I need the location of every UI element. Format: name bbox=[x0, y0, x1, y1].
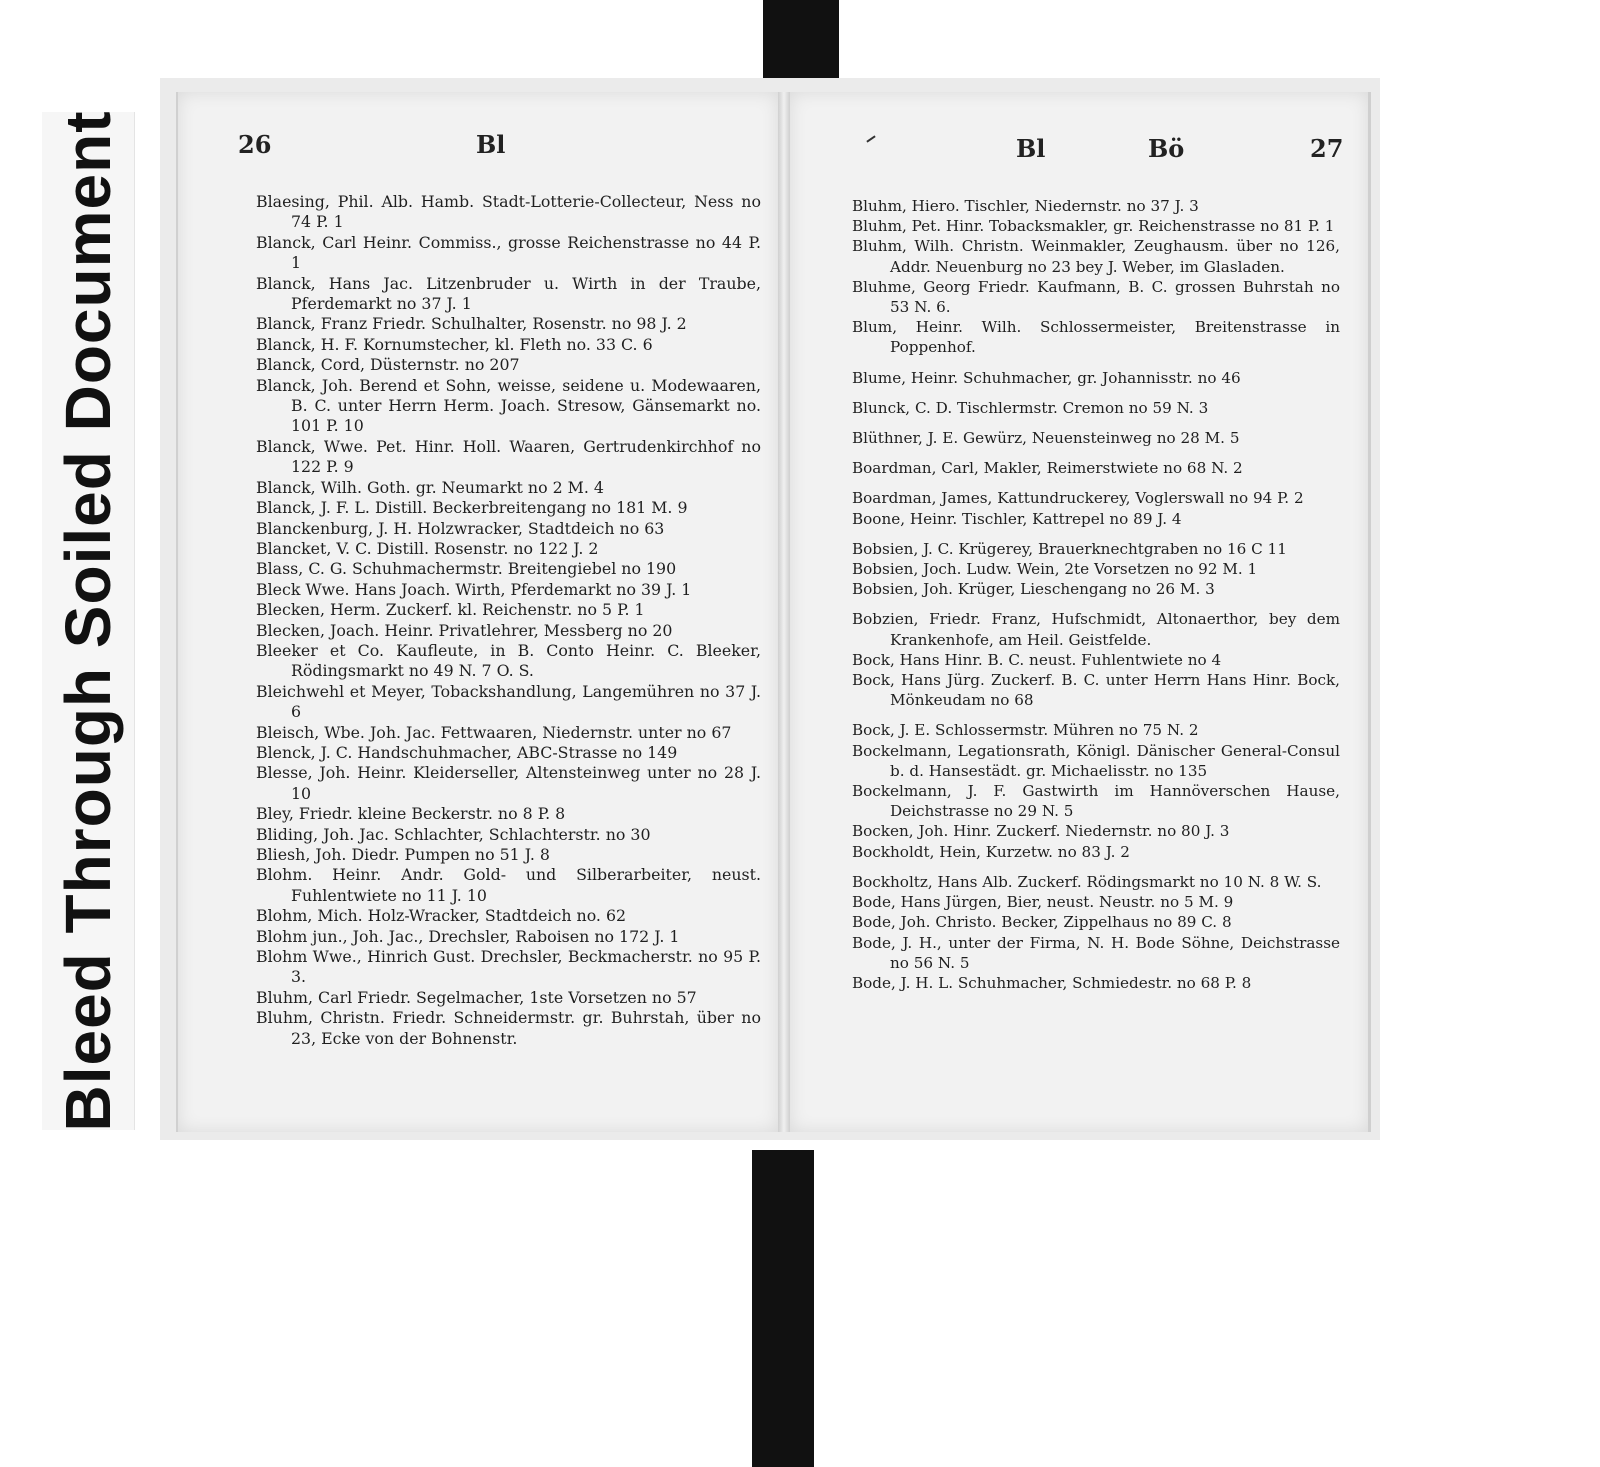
right-page-heading-left: Bl bbox=[1016, 134, 1046, 163]
book-spine bbox=[778, 92, 790, 1132]
directory-entry: Bockelmann, Legationsrath, Königl. Dänischer General-Consul b. d. Hansestädt. gr. Michaelisstr. no 135 bbox=[852, 741, 1340, 780]
directory-entry: Blunck, C. D. Tischlermstr. Cremon no 59 N. 3 bbox=[852, 398, 1209, 417]
directory-entry: Blecken, Herm. Zuckerf. kl. Reichenstr. no 5 P. 1 bbox=[256, 600, 645, 620]
directory-entry: Blume, Heinr. Schuhmacher, gr. Johannisstr. no 46 bbox=[852, 368, 1241, 387]
directory-entry: Blanck, Hans Jac. Litzenbruder u. Wirth in der Traube, Pferdemarkt no 37 J. 1 bbox=[256, 273, 761, 314]
directory-entry: Bockholdt, Hein, Kurzetw. no 83 J. 2 bbox=[852, 842, 1130, 861]
directory-entry: Bluhm, Christn. Friedr. Schneidermstr. gr. Buhrstah, über no 23, Ecke von der Bohnenstr. bbox=[256, 1008, 761, 1048]
right-page-number: 27 bbox=[1310, 134, 1344, 163]
directory-entry: Blecken, Joach. Heinr. Privatlehrer, Messberg no 20 bbox=[256, 620, 673, 640]
directory-entry: Bley, Friedr. kleine Beckerstr. no 8 P. 8 bbox=[256, 804, 566, 824]
directory-entry: Blaesing, Phil. Alb. Hamb. Stadt-Lotterie-Collecteur, Ness no 74 P. 1 bbox=[256, 192, 761, 232]
directory-entry: Blanck, Carl Heinr. Commiss., grosse Reichenstrasse no 44 P. 1 bbox=[256, 232, 761, 273]
bleed-through-soiled-document-stamp bbox=[42, 112, 135, 1130]
directory-entry: Bleck Wwe. Hans Joach. Wirth, Pferdemarkt no 39 J. 1 bbox=[256, 579, 692, 599]
left-page-number: 26 bbox=[238, 130, 272, 159]
right-page bbox=[790, 92, 1371, 1132]
directory-entry: Bock, Hans Jürg. Zuckerf. B. C. unter Herrn Hans Hinr. Bock, Mönkeudam no 68 bbox=[852, 671, 1340, 710]
directory-entry: Bobsien, Joch. Ludw. Wein, 2te Vorsetzen no 92 M. 1 bbox=[852, 560, 1258, 579]
directory-entry: Blass, C. G. Schuhmachermstr. Breitengiebel no 190 bbox=[256, 559, 677, 579]
directory-entry: Bleeker et Co. Kaufleute, in B. Conto Heinr. C. Bleeker, Rödingsmarkt no 49 N. 7 O. S. bbox=[256, 640, 761, 681]
directory-entry: Bobsien, Joh. Krüger, Lieschengang no 26 M. 3 bbox=[852, 580, 1215, 599]
directory-entry: Bobzien, Friedr. Franz, Hufschmidt, Altonaerthor, bey dem Krankenhofe, am Heil. Geistfelde. bbox=[852, 610, 1340, 649]
right-entry-list bbox=[852, 196, 1340, 993]
ink-mark bbox=[866, 135, 875, 142]
directory-entry: Bluhm, Hiero. Tischler, Niedernstr. no 37 J. 3 bbox=[852, 197, 1199, 215]
directory-entry: Bode, Joh. Christo. Becker, Zippelhaus no 89 C. 8 bbox=[852, 913, 1232, 932]
directory-entry: Bock, Hans Hinr. B. C. neust. Fuhlentwiete no 4 bbox=[852, 650, 1222, 669]
directory-entry: Blohm, Mich. Holz-Wracker, Stadtdeich no. 62 bbox=[256, 906, 627, 926]
directory-entry: Blanck, Cord, Düsternstr. no 207 bbox=[256, 355, 520, 375]
directory-entry: Bobsien, J. C. Krügerey, Brauerknechtgraben no 16 C 11 bbox=[852, 539, 1287, 558]
directory-entry: Bluhm, Pet. Hinr. Tobacksmakler, gr. Reichenstrasse no 81 P. 1 bbox=[852, 217, 1335, 236]
directory-entry: Bleisch, Wbe. Joh. Jac. Fettwaaren, Niedernstr. unter no 67 bbox=[256, 722, 732, 742]
directory-entry: Blohm Wwe., Hinrich Gust. Drechsler, Beckmacherstr. no 95 P. 3. bbox=[256, 947, 761, 987]
directory-entry: Bliesh, Joh. Diedr. Pumpen no 51 J. 8 bbox=[256, 845, 550, 864]
directory-entry: Bluhme, Georg Friedr. Kaufmann, B. C. grossen Buhrstah no 53 N. 6. bbox=[852, 277, 1340, 317]
directory-entry: Bockholtz, Hans Alb. Zuckerf. Rödingsmarkt no 10 N. 8 W. S. bbox=[852, 872, 1322, 891]
directory-entry: Bocken, Joh. Hinr. Zuckerf. Niedernstr. no 80 J. 3 bbox=[852, 822, 1230, 841]
stamp-label: Bleed Through Soiled Document bbox=[52, 110, 124, 1132]
directory-entry: Bluhm, Carl Friedr. Segelmacher, 1ste Vorsetzen no 57 bbox=[256, 987, 697, 1007]
directory-entry: Bliding, Joh. Jac. Schlachter, Schlachterstr. no 30 bbox=[256, 824, 651, 844]
directory-entry: Blohm jun., Joh. Jac., Drechsler, Raboisen no 172 J. 1 bbox=[256, 926, 680, 946]
directory-entry: Blum, Heinr. Wilh. Schlossermeister, Breitenstrasse in Poppenhof. bbox=[852, 318, 1340, 357]
directory-entry: Bock, J. E. Schlossermstr. Mühren no 75 N. 2 bbox=[852, 721, 1199, 740]
directory-entry: Blancket, V. C. Distill. Rosenstr. no 122 J. 2 bbox=[256, 538, 599, 558]
directory-entry: Blanck, Wilh. Goth. gr. Neumarkt no 2 M. 4 bbox=[256, 477, 604, 497]
directory-entry: Boone, Heinr. Tischler, Kattrepel no 89 J. 4 bbox=[852, 509, 1182, 528]
directory-entry: Blenck, J. C. Handschuhmacher, ABC-Strasse no 149 bbox=[256, 742, 678, 762]
directory-entry: Bockelmann, J. F. Gastwirth im Hannöverschen Hause, Deichstrasse no 29 N. 5 bbox=[852, 782, 1340, 821]
bottom-binding-strip bbox=[752, 1150, 814, 1467]
directory-entry: Blanck, Wwe. Pet. Hinr. Holl. Waaren, Gertrudenkirchhof no 122 P. 9 bbox=[256, 436, 761, 477]
directory-entry: Bode, J. H. L. Schuhmacher, Schmiedestr. no 68 P. 8 bbox=[852, 973, 1252, 992]
directory-entry: Blanck, Franz Friedr. Schulhalter, Rosenstr. no 98 J. 2 bbox=[256, 314, 687, 334]
directory-entry: Bode, J. H., unter der Firma, N. H. Bode Söhne, Deichstrasse no 56 N. 5 bbox=[852, 933, 1340, 972]
directory-entry: Blanck, Joh. Berend et Sohn, weisse, seidene u. Modewaaren, B. C. unter Herrn Herm. Joach. Stresow, Gänsemarkt no. 101 P. 10 bbox=[256, 375, 761, 436]
directory-entry: Blüthner, J. E. Gewürz, Neuensteinweg no 28 M. 5 bbox=[852, 429, 1240, 448]
left-page bbox=[176, 92, 778, 1132]
directory-entry: Bluhm, Wilh. Christn. Weinmakler, Zeughausm. über no 126, Addr. Neuenburg no 23 bey J. Weber, im Glasladen. bbox=[852, 237, 1340, 276]
left-entry-list bbox=[256, 192, 761, 1049]
left-page-heading: Bl bbox=[476, 130, 506, 159]
directory-entry: Boardman, Carl, Makler, Reimerstwiete no 68 N. 2 bbox=[852, 459, 1243, 478]
open-book bbox=[160, 78, 1380, 1140]
directory-entry: Bode, Hans Jürgen, Bier, neust. Neustr. no 5 M. 9 bbox=[852, 893, 1234, 912]
directory-entry: Blanckenburg, J. H. Holzwracker, Stadtdeich no 63 bbox=[256, 518, 665, 538]
directory-entry: Boardman, James, Kattundruckerey, Voglerswall no 94 P. 2 bbox=[852, 489, 1304, 508]
directory-entry: Blanck, H. F. Kornumstecher, kl. Fleth no. 33 C. 6 bbox=[256, 334, 653, 354]
directory-entry: Bleichwehl et Meyer, Tobackshandlung, Langemühren no 37 J. 6 bbox=[256, 681, 761, 722]
directory-entry: Blohm. Heinr. Andr. Gold- und Silberarbeiter, neust. Fuhlentwiete no 11 J. 10 bbox=[256, 865, 761, 905]
directory-entry: Blesse, Joh. Heinr. Kleiderseller, Altensteinweg unter no 28 J. 10 bbox=[256, 763, 761, 803]
directory-entry: Blanck, J. F. L. Distill. Beckerbreitengang no 181 M. 9 bbox=[256, 498, 688, 518]
right-page-heading-right: Bö bbox=[1148, 134, 1185, 163]
